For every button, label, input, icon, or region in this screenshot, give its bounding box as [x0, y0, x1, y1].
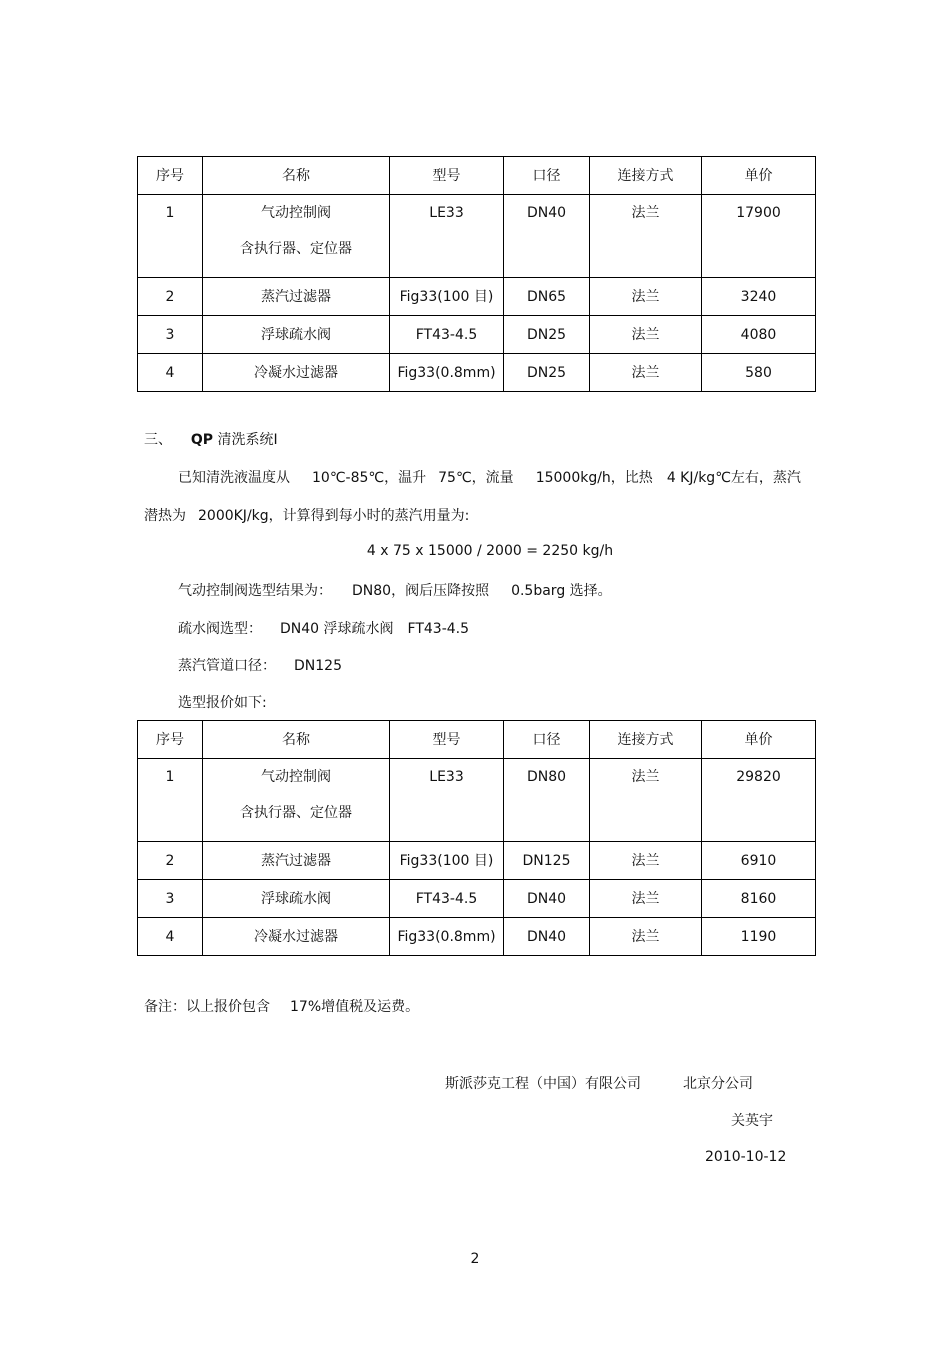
header-cell-name: 名称: [203, 721, 390, 759]
table-row: [138, 918, 816, 956]
trap-selection-line: [178, 618, 469, 638]
header-cell-no: 序号: [138, 157, 203, 195]
cell-price: 1190: [702, 918, 816, 956]
cell-model: Fig33(100 目): [390, 842, 504, 880]
text-segment: DN125: [294, 658, 342, 674]
header-cell-connection: 连接方式: [590, 721, 702, 759]
cell-size: DN25: [504, 316, 590, 354]
text-segment: 备注：以上报价包含: [144, 999, 270, 1015]
cell-name-line1: 气动控制阀: [261, 205, 331, 221]
cell-size: DN40: [504, 195, 590, 278]
cell-model: Fig33(0.8mm): [390, 918, 504, 956]
price-table-2: [137, 720, 816, 956]
cell-no: 1: [138, 195, 203, 278]
signature-date: 2010-10-12: [705, 1149, 787, 1165]
table-row: [138, 842, 816, 880]
paragraph-line-1: [178, 467, 801, 487]
cell-no: 3: [138, 880, 203, 918]
cell-no: 3: [138, 316, 203, 354]
cell-connection: 法兰: [590, 316, 702, 354]
section-title: 清洗系统Ⅰ: [217, 432, 278, 448]
cell-no: 4: [138, 354, 203, 392]
cell-name: [203, 759, 390, 842]
quote-intro-line: 选型报价如下:: [178, 695, 267, 711]
signature-company: [445, 1073, 753, 1093]
text-segment: FT43-4.5: [407, 621, 470, 637]
price-table-1: [137, 156, 816, 392]
table-row: [138, 880, 816, 918]
cell-connection: 法兰: [590, 842, 702, 880]
valve-selection-line: [178, 580, 612, 600]
cell-no: 1: [138, 759, 203, 842]
section-number: 三、: [144, 432, 172, 448]
cell-name: 蒸汽过滤器: [203, 842, 390, 880]
paragraph-line-2: [144, 505, 469, 525]
text-segment: 已知清洗液温度从: [178, 470, 290, 486]
cell-price: 580: [702, 354, 816, 392]
cell-name-line1: 气动控制阀: [261, 769, 331, 785]
cell-model: FT43-4.5: [390, 316, 504, 354]
section-heading: [144, 429, 278, 449]
cell-connection: 法兰: [590, 278, 702, 316]
cell-connection: 法兰: [590, 195, 702, 278]
text-segment: 2000KJ/kg，计算得到每小时的蒸汽用量为:: [198, 508, 470, 524]
table-row: [138, 278, 816, 316]
text-segment: 15000kg/h，比热: [535, 470, 653, 486]
cell-connection: 法兰: [590, 880, 702, 918]
cell-model: LE33: [390, 759, 504, 842]
cell-name-line2: 含执行器、定位器: [240, 805, 352, 821]
cell-price: 17900: [702, 195, 816, 278]
pipe-size-line: [178, 655, 342, 675]
company-name: 斯派莎克工程（中国）有限公司: [445, 1076, 641, 1092]
cell-size: DN80: [504, 759, 590, 842]
page-number: 2: [470, 1251, 480, 1267]
header-cell-price: 单价: [702, 157, 816, 195]
cell-name-line2: 含执行器、定位器: [240, 241, 352, 257]
text-segment: 17%增值税及运费。: [290, 999, 420, 1015]
cell-connection: 法兰: [590, 918, 702, 956]
note-line: [144, 996, 419, 1016]
cell-model: FT43-4.5: [390, 880, 504, 918]
cell-price: 29820: [702, 759, 816, 842]
cell-connection: 法兰: [590, 354, 702, 392]
cell-name: 蒸汽过滤器: [203, 278, 390, 316]
cell-model: Fig33(100 目): [390, 278, 504, 316]
cell-no: 4: [138, 918, 203, 956]
cell-size: DN25: [504, 354, 590, 392]
header-cell-model: 型号: [390, 157, 504, 195]
header-cell-model: 型号: [390, 721, 504, 759]
header-cell-price: 单价: [702, 721, 816, 759]
text-segment: DN40 浮球疏水阀: [280, 621, 394, 637]
table-row: [138, 195, 816, 278]
text-segment: 潜热为: [144, 508, 186, 524]
table-row: [138, 354, 816, 392]
cell-no: 2: [138, 278, 203, 316]
section-code: QP: [190, 432, 214, 448]
text-segment: 4 KJ/kg℃左右，蒸汽: [666, 470, 801, 486]
cell-name: [203, 195, 390, 278]
table-row: [138, 759, 816, 842]
text-segment: 疏水阀选型：: [178, 621, 262, 637]
cell-name: 浮球疏水阀: [203, 316, 390, 354]
text-segment: 蒸汽管道口径：: [178, 658, 276, 674]
cell-price: 8160: [702, 880, 816, 918]
cell-price: 3240: [702, 278, 816, 316]
cell-size: DN65: [504, 278, 590, 316]
cell-size: DN40: [504, 880, 590, 918]
table-row: [138, 316, 816, 354]
text-segment: 10℃-85℃，温升: [312, 470, 427, 486]
cell-size: DN40: [504, 918, 590, 956]
header-cell-size: 口径: [504, 721, 590, 759]
text-segment: 0.5barg 选择。: [511, 583, 612, 599]
text-segment: 气动控制阀选型结果为：: [178, 583, 332, 599]
branch-name: 北京分公司: [683, 1076, 753, 1092]
cell-model: LE33: [390, 195, 504, 278]
header-cell-connection: 连接方式: [590, 157, 702, 195]
cell-no: 2: [138, 842, 203, 880]
header-cell-no: 序号: [138, 721, 203, 759]
header-cell-size: 口径: [504, 157, 590, 195]
cell-price: 6910: [702, 842, 816, 880]
cell-name: 浮球疏水阀: [203, 880, 390, 918]
cell-model: Fig33(0.8mm): [390, 354, 504, 392]
text-segment: DN80，阀后压降按照: [352, 583, 490, 599]
header-cell-name: 名称: [203, 157, 390, 195]
signature-person: 关英宇: [731, 1113, 773, 1129]
cell-price: 4080: [702, 316, 816, 354]
table-header-row: [138, 157, 816, 195]
cell-name: 冷凝水过滤器: [203, 354, 390, 392]
cell-name: 冷凝水过滤器: [203, 918, 390, 956]
cell-size: DN125: [504, 842, 590, 880]
table-header-row: [138, 721, 816, 759]
formula: 4 x 75 x 15000 / 2000 = 2250 kg/h: [366, 543, 614, 559]
cell-connection: 法兰: [590, 759, 702, 842]
text-segment: 75℃，流量: [438, 470, 514, 486]
